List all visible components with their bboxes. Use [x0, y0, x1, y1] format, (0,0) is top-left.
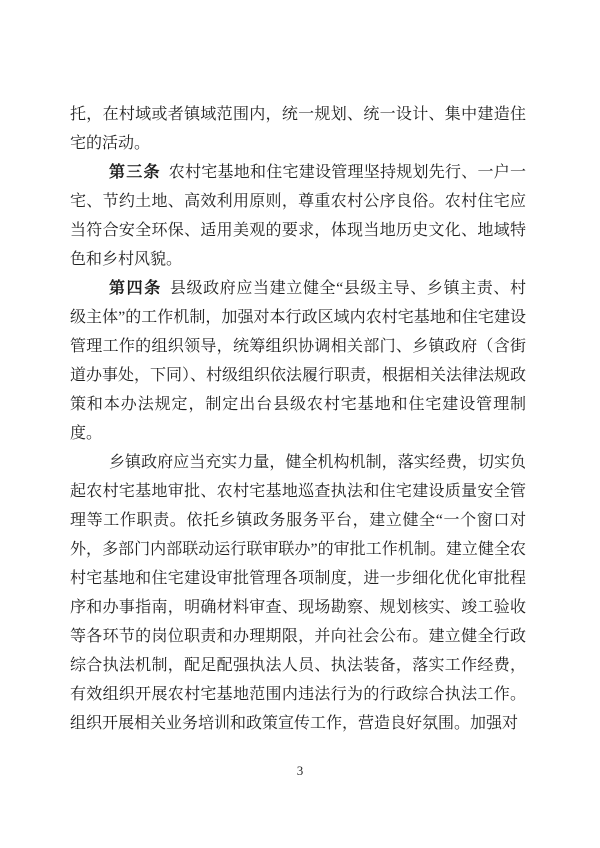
text-block	[70, 100, 526, 738]
article-heading: 第四条	[109, 280, 162, 297]
paragraph: 第三条 农村宅基地和住宅建设管理坚持规划先行、一户一宅、节约土地、高效利用原则，尊重农村公序良俗。农村住宅应当符合安全环保、适用美观的要求，体现当地历史文化、地域特色和乡村风貌。	[70, 164, 526, 268]
page-number: 3	[296, 763, 304, 778]
paragraph: 乡镇政府应当充实力量，健全机构机制，落实经费，切实负起农村宅基地审批、农村宅基地巡查执法和住宅建设质量安全管理等工作职责。依托乡镇政务服务平台，建立健全“一个窗口对外，多部门内部联动运行联审联办”的审批工作机制。建立健全农村宅基地和住宅建设审批管理各项制度，进一步细化优化审批程序和办事指南，明确材料审查、现场勘察、规划核实、竣工验收等各环节的岗位职责和办理期限，并向社会公布。建立健全行政综合执法机制，配足配强执法人员、执法装备，落实工作经费，有效组织开展农村宅基地范围内违法行为的行政综合执法工作。组织开展相关业务培训和政策宣传工作，营造良好氛围。加强对	[70, 454, 526, 732]
article-heading: 第三条	[109, 164, 161, 181]
paragraph: 托，在村域或者镇域范围内，统一规划、统一设计、集中建造住宅的活动。	[70, 106, 526, 152]
paragraph: 第四条 县级政府应当建立健全“县级主导、乡镇主责、村级主体”的工作机制，加强对本行政区域内农村宅基地和住宅建设管理工作的组织领导，统筹组织协调相关部门、乡镇政府（含街道办事处，下同）、村级组织依法履行职责，根据相关法律法规政策和本办法规定，制定出台县级农村宅基地和住宅建设管理制度。	[70, 280, 527, 442]
